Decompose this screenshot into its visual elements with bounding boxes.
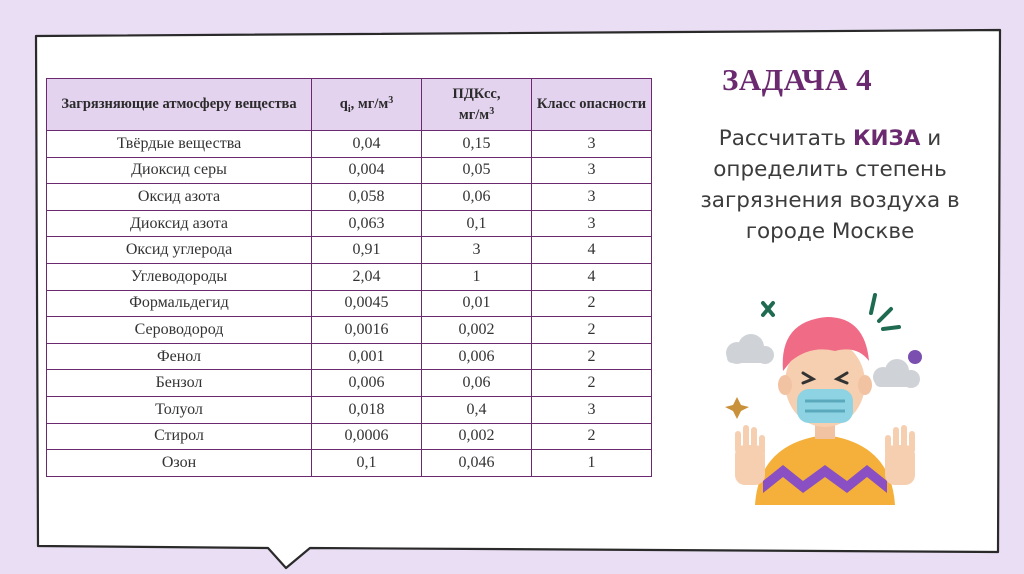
- cell-pdk: 0,06: [422, 184, 532, 211]
- header-concentration: $q_i$, $мг/м^3$: [312, 79, 422, 131]
- table-header-row: [47, 79, 652, 131]
- cell-pdk: 0,06: [422, 370, 532, 397]
- cell-pdk: 0,002: [422, 317, 532, 344]
- cell-concentration: 0,018: [312, 396, 422, 423]
- cell-pdk: 0,006: [422, 343, 532, 370]
- table-row: [47, 317, 652, 344]
- table-row: [47, 263, 652, 290]
- cell-concentration: 0,004: [312, 157, 422, 184]
- table-row: [47, 210, 652, 237]
- cell-hazard-class: 2: [532, 343, 652, 370]
- cell-hazard-class: 2: [532, 423, 652, 450]
- cell-pdk: 0,1: [422, 210, 532, 237]
- table-row: [47, 370, 652, 397]
- face-mask-icon: [797, 389, 853, 423]
- cell-substance: Твёрдые вещества: [47, 131, 312, 158]
- table-row: [47, 290, 652, 317]
- star-icon: [725, 397, 749, 419]
- cell-pdk: 0,002: [422, 423, 532, 450]
- smoke-cloud-left-icon: [726, 334, 774, 364]
- cell-hazard-class: 3: [532, 210, 652, 237]
- cell-concentration: 2,04: [312, 263, 422, 290]
- table-row: [47, 343, 652, 370]
- header-substance: Загрязняющие атмосферу вещества: [47, 79, 312, 131]
- table-row: [47, 396, 652, 423]
- table-row: [47, 423, 652, 450]
- pollutants-table: [46, 78, 652, 477]
- task-description: Рассчитать КИЗА и определить степень загрязнения воздуха в городе Москве: [700, 126, 960, 244]
- cell-concentration: 0,1: [312, 450, 422, 477]
- cell-substance: Диоксид азота: [47, 210, 312, 237]
- cell-hazard-class: 2: [532, 370, 652, 397]
- cell-hazard-class: 3: [532, 396, 652, 423]
- cell-hazard-class: 2: [532, 317, 652, 344]
- cell-hazard-class: 3: [532, 157, 652, 184]
- header-hazard-class: Класс опасности: [532, 79, 652, 131]
- cell-substance: Углеводороды: [47, 263, 312, 290]
- cell-substance: Толуол: [47, 396, 312, 423]
- cell-substance: Фенол: [47, 343, 312, 370]
- table-row: [47, 450, 652, 477]
- cell-pdk: 0,046: [422, 450, 532, 477]
- cell-concentration: 0,0016: [312, 317, 422, 344]
- cell-concentration: 0,063: [312, 210, 422, 237]
- cell-concentration: 0,0045: [312, 290, 422, 317]
- cell-pdk: 0,01: [422, 290, 532, 317]
- dot-icon: [908, 350, 922, 364]
- table-row: [47, 157, 652, 184]
- cell-substance: Бензол: [47, 370, 312, 397]
- cell-hazard-class: 2: [532, 290, 652, 317]
- cell-pdk: 1: [422, 263, 532, 290]
- cell-hazard-class: 4: [532, 263, 652, 290]
- cell-substance: Озон: [47, 450, 312, 477]
- table-row: [47, 237, 652, 264]
- cell-pdk: 0,05: [422, 157, 532, 184]
- cell-hazard-class: 4: [532, 237, 652, 264]
- cell-hazard-class: 3: [532, 131, 652, 158]
- table-row: [47, 184, 652, 211]
- cell-concentration: 0,058: [312, 184, 422, 211]
- cell-concentration: 0,0006: [312, 423, 422, 450]
- cell-substance: Оксид углерода: [47, 237, 312, 264]
- cell-pdk: 0,4: [422, 396, 532, 423]
- cell-concentration: 0,006: [312, 370, 422, 397]
- table-row: [47, 131, 652, 158]
- cell-substance: Сероводород: [47, 317, 312, 344]
- table-body: [47, 131, 652, 477]
- cell-substance: Оксид азота: [47, 184, 312, 211]
- cell-concentration: 0,91: [312, 237, 422, 264]
- cell-concentration: 0,001: [312, 343, 422, 370]
- hand-right-icon: [885, 425, 915, 485]
- cell-substance: Диоксид серы: [47, 157, 312, 184]
- cell-substance: Стирол: [47, 423, 312, 450]
- hand-left-icon: [735, 425, 765, 485]
- header-pdk: ПДКсс, $мг/м^3$: [422, 79, 532, 131]
- cell-substance: Формальдегид: [47, 290, 312, 317]
- task-title: ЗАДАЧА 4: [722, 62, 873, 97]
- person-in-mask-pollution-icon: [715, 285, 935, 505]
- cell-pdk: 0,15: [422, 131, 532, 158]
- cell-pdk: 3: [422, 237, 532, 264]
- cell-concentration: 0,04: [312, 131, 422, 158]
- kiza-highlight: КИЗА: [852, 126, 921, 151]
- cell-hazard-class: 1: [532, 450, 652, 477]
- cell-hazard-class: 3: [532, 184, 652, 211]
- pollutants-table-container: [46, 78, 652, 477]
